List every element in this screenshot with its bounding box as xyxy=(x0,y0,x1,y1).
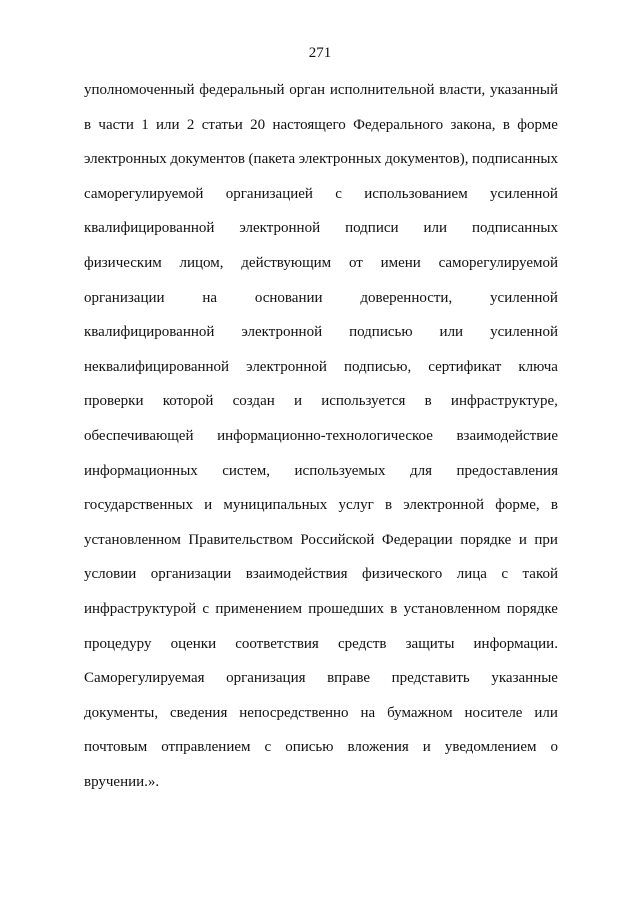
text-word: использованием xyxy=(364,185,468,202)
text-word: имени xyxy=(380,254,421,271)
text-line xyxy=(84,218,558,253)
text-line xyxy=(84,599,558,634)
page-number: 271 xyxy=(308,45,332,61)
text-word: подписанных xyxy=(472,151,558,168)
text-word: на xyxy=(202,289,218,306)
text-word: доверенности, xyxy=(360,289,453,306)
text-word: уполномоченный xyxy=(84,82,195,98)
text-word: муниципальных xyxy=(223,497,328,514)
text-word: электронных xyxy=(84,151,167,168)
text-line xyxy=(84,149,558,184)
text-line xyxy=(84,634,558,669)
text-word: организацией xyxy=(225,185,313,202)
text-word: отправлением xyxy=(161,739,251,756)
text-word: с xyxy=(335,185,342,202)
text-word: создан xyxy=(232,393,275,410)
text-word: проверки xyxy=(84,393,144,410)
text-line xyxy=(84,703,558,738)
text-line xyxy=(84,426,558,461)
text-line xyxy=(84,737,558,772)
text-word: информации. xyxy=(473,635,558,652)
text-word: сведения xyxy=(170,704,228,721)
text-word: подписанных xyxy=(472,220,558,237)
text-word: указанные xyxy=(491,670,558,687)
text-word: порядке xyxy=(506,600,558,617)
text-word: установленном xyxy=(403,600,501,617)
text-word: такой xyxy=(522,566,558,583)
text-word: исполнительной xyxy=(329,82,435,98)
text-word: при xyxy=(534,531,558,548)
text-word: соответствия xyxy=(235,635,319,652)
text-word: используется xyxy=(321,393,406,410)
text-word: инфраструктурой xyxy=(84,600,197,617)
text-word: форме xyxy=(517,116,558,133)
text-word: с xyxy=(202,600,210,617)
text-word: обеспечивающей xyxy=(84,427,194,444)
text-line xyxy=(84,668,558,703)
text-word: оценки xyxy=(170,635,217,652)
text-word: форме, xyxy=(495,497,540,514)
text-word: лицом, xyxy=(179,254,224,271)
text-word: электронной xyxy=(246,358,327,375)
text-word: порядке xyxy=(460,531,512,548)
text-word: Федерального xyxy=(353,116,444,133)
text-word: предоставления xyxy=(456,462,558,479)
text-word: в xyxy=(390,600,398,617)
text-word: действующим xyxy=(241,254,332,271)
text-word: вправе xyxy=(327,670,371,687)
text-word: государственных xyxy=(84,497,193,514)
text-word: закона, xyxy=(450,116,496,133)
text-word: электронной xyxy=(241,324,323,341)
text-word: вложения xyxy=(347,739,409,756)
text-word: инфраструктуре, xyxy=(450,393,558,410)
text-word: непосредственно xyxy=(239,704,349,721)
text-word: документов xyxy=(170,151,245,168)
text-word: электронных xyxy=(298,151,382,168)
text-word: используемых xyxy=(294,462,386,479)
text-word: вручении.». xyxy=(84,773,160,790)
text-word: саморегулируемой xyxy=(84,185,204,202)
text-word: лица xyxy=(456,566,487,583)
text-word: или xyxy=(534,704,558,721)
text-word: и xyxy=(293,393,302,410)
text-word: ключа xyxy=(518,358,558,375)
text-word: указанный xyxy=(490,82,558,98)
text-line xyxy=(84,322,558,357)
text-word: применением xyxy=(215,600,302,617)
text-word: документов), xyxy=(385,151,469,168)
text-word: подписью, xyxy=(343,358,412,375)
text-line xyxy=(84,530,558,565)
text-word: установленном xyxy=(84,531,181,548)
text-word: или xyxy=(156,116,180,133)
text-word: бумажном xyxy=(387,704,453,721)
text-word: подписью xyxy=(349,324,413,341)
text-word: носителе xyxy=(464,704,523,721)
text-word: услуг xyxy=(338,497,374,514)
text-word: Федерации xyxy=(381,531,453,548)
text-word: власти, xyxy=(439,82,486,98)
text-word: для xyxy=(409,462,432,479)
text-word: и xyxy=(518,531,527,548)
text-word: описью xyxy=(285,739,334,756)
body-text xyxy=(84,80,558,806)
text-word: орган xyxy=(289,82,326,98)
text-word: почтовым xyxy=(84,739,148,756)
text-word: информационных xyxy=(84,462,198,479)
text-word: или xyxy=(423,220,448,237)
text-line xyxy=(84,115,558,150)
text-word: с xyxy=(264,739,272,756)
text-line xyxy=(84,495,558,530)
text-word: взаимодействие xyxy=(456,427,558,444)
text-word: организации xyxy=(150,566,232,583)
text-line xyxy=(84,253,558,288)
text-word: прошедших xyxy=(308,600,384,617)
text-word: усиленной xyxy=(490,185,558,202)
text-word: усиленной xyxy=(490,324,558,341)
text-word: части xyxy=(98,116,134,133)
text-line xyxy=(84,772,558,807)
text-word: усиленной xyxy=(490,289,558,306)
text-word: о xyxy=(550,739,558,756)
text-line xyxy=(84,184,558,219)
text-word: электронной xyxy=(403,497,484,514)
text-word: основании xyxy=(254,289,323,306)
text-word: квалифицированной xyxy=(84,220,215,237)
text-word: федеральный xyxy=(199,82,285,98)
text-word: и xyxy=(422,739,431,756)
text-word: в xyxy=(502,116,510,133)
text-word: условии xyxy=(84,566,137,583)
text-word: физического xyxy=(362,566,443,583)
text-word: средств xyxy=(337,635,387,652)
text-line xyxy=(84,391,558,426)
text-word: в xyxy=(550,497,558,514)
text-word: электронной xyxy=(239,220,321,237)
text-word: физическим xyxy=(84,254,162,271)
text-word: саморегулируемой xyxy=(438,254,558,271)
text-line xyxy=(84,461,558,496)
text-word: 1 xyxy=(141,116,149,133)
text-line xyxy=(84,288,558,323)
text-word: в xyxy=(424,393,432,410)
text-word: с xyxy=(501,566,509,583)
text-word: процедуру xyxy=(84,635,152,652)
text-word: систем, xyxy=(222,462,271,479)
text-word: уведомлением xyxy=(444,739,537,756)
text-line xyxy=(84,357,558,392)
text-word: информационно-технологическое xyxy=(217,427,433,444)
text-word: взаимодействия xyxy=(245,566,348,583)
text-word: документы, xyxy=(84,704,159,721)
text-word: подписи xyxy=(345,220,399,237)
text-word: (пакета xyxy=(248,151,296,168)
text-word: от xyxy=(348,254,363,271)
text-word: статьи xyxy=(201,116,243,133)
text-word: неквалифицированной xyxy=(84,358,230,375)
text-word: Правительством xyxy=(188,531,293,548)
text-line xyxy=(84,80,558,115)
text-word: сертификат xyxy=(428,358,502,375)
text-word: или xyxy=(439,324,464,341)
text-word: Саморегулируемая xyxy=(84,670,205,687)
text-word: в xyxy=(84,116,92,133)
text-word: на xyxy=(360,704,376,721)
text-word: 20 xyxy=(250,116,266,133)
text-word: организация xyxy=(226,670,306,687)
text-word: которой xyxy=(162,393,214,410)
text-word: защиты xyxy=(405,635,455,652)
text-line xyxy=(84,564,558,599)
text-word: и xyxy=(204,497,213,514)
text-word: настоящего xyxy=(272,116,346,133)
text-word: Российской xyxy=(300,531,375,548)
text-word: 2 xyxy=(186,116,195,133)
text-word: представить xyxy=(391,670,470,687)
text-word: квалифицированной xyxy=(84,324,215,341)
text-word: организации xyxy=(84,289,165,306)
text-word: в xyxy=(384,497,393,514)
